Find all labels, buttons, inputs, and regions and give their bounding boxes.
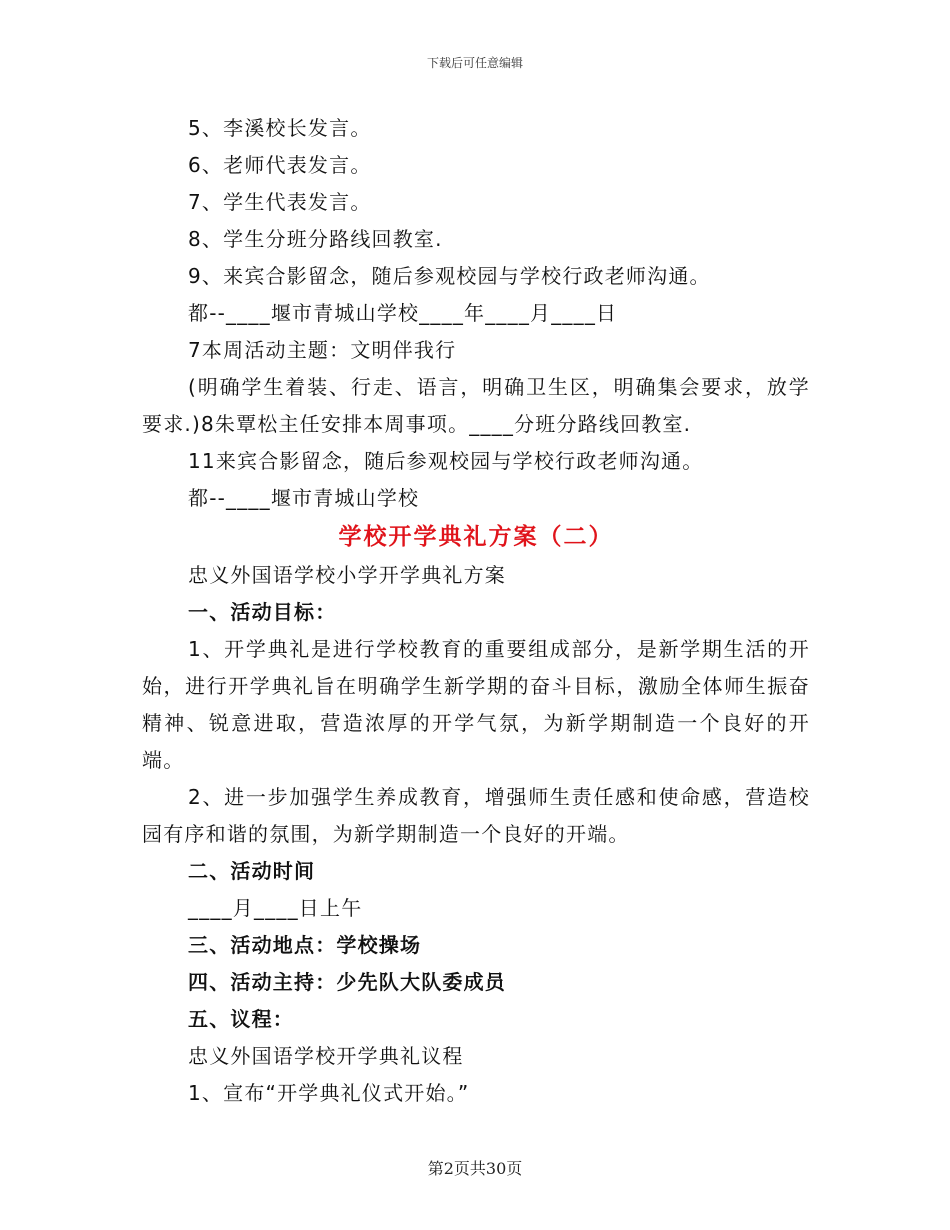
goal-paragraph-2: 2、进一步加强学生养成教育，增强师生责任感和使命感，营造校园有序和谐的氛围，为新学期制造一个良好的开端。 <box>142 785 810 846</box>
section-title: 学校开学典礼方案（二） <box>338 524 614 550</box>
list-item: 7、学生代表发言。 <box>188 190 372 214</box>
agenda-item: 1、宣布“开学典礼仪式开始。” <box>188 1081 470 1105</box>
theme-detail: (明确学生着装、行走、语言，明确卫生区，明确集会要求，放学要求.)8朱覃松主任安排本周事项。____分班分路线回教室. <box>142 375 810 436</box>
agenda-title: 忠义外国语学校开学典礼议程 <box>188 1044 464 1068</box>
goal-heading: 一、活动目标： <box>188 600 337 624</box>
list-item: 8、学生分班分路线回教室. <box>188 227 443 251</box>
time-heading: 二、活动时间 <box>188 859 316 883</box>
photo-line: 11来宾合影留念，随后参观校园与学校行政老师沟通。 <box>188 449 704 473</box>
signature-line: 都--____堰市青城山学校____年____月____日 <box>188 301 618 325</box>
list-item: 9、来宾合影留念，随后参观校园与学校行政老师沟通。 <box>188 264 711 288</box>
agenda-heading: 五、议程： <box>188 1007 294 1031</box>
list-item: 5、李溪校长发言。 <box>188 116 372 140</box>
goal-paragraph-1: 1、开学典礼是进行学校教育的重要组成部分，是新学期生活的开始，进行开学典礼旨在明确学生新学期的奋斗目标，激励全体师生振奋精神、锐意进取，营造浓厚的开学气氛，为新学期制造一个良好的开端。 <box>142 637 810 772</box>
signature-line-2: 都--____堰市青城山学校 <box>188 486 420 510</box>
place-line: 三、活动地点：学校操场 <box>188 933 422 957</box>
time-value: ____月____日上午 <box>188 896 363 920</box>
host-line: 四、活动主持：少先队大队委成员 <box>188 970 506 994</box>
section-subtitle: 忠义外国语学校小学开学典礼方案 <box>188 563 506 587</box>
list-item: 6、老师代表发言。 <box>188 153 372 177</box>
page-header: 下载后可任意编辑 <box>426 56 523 70</box>
page-footer: 第2页共30页 <box>427 1159 523 1178</box>
theme-line: 7本周活动主题：文明伴我行 <box>188 338 457 362</box>
document-body <box>142 110 810 1112</box>
